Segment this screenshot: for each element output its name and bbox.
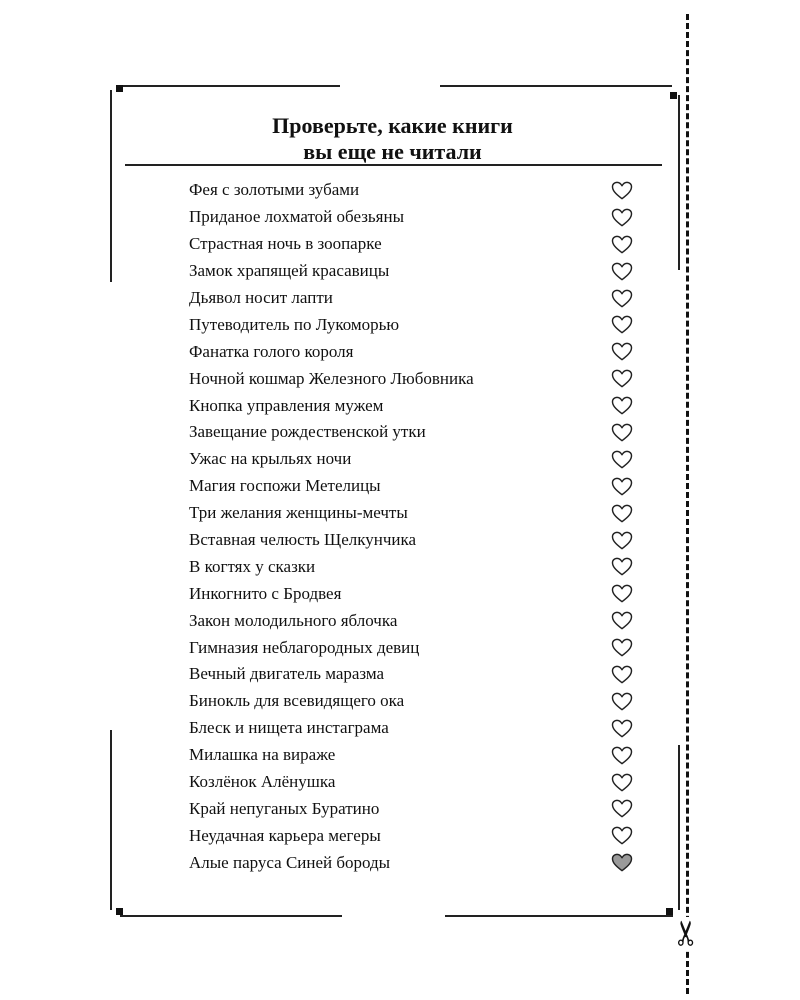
page-title-line-1: Проверьте, какие книги <box>272 113 513 138</box>
page-title-line-2: вы еще не читали <box>303 139 482 164</box>
book-title: Козлёнок Алёнушка <box>189 772 336 792</box>
heart-icon[interactable] <box>610 771 634 793</box>
list-item <box>189 634 634 661</box>
book-title: Путеводитель по Лукоморью <box>189 314 400 334</box>
list-item <box>189 473 634 500</box>
heart-icon[interactable] <box>610 717 634 739</box>
book-title: Дьявол носит лапти <box>189 288 333 307</box>
heart-icon[interactable] <box>610 744 634 766</box>
frame-corner-top-right <box>670 92 677 99</box>
list-item <box>189 311 634 338</box>
heart-icon[interactable] <box>610 825 634 847</box>
frame-left-top-line <box>110 90 112 282</box>
frame-corner-bottom-right <box>666 908 673 915</box>
list-item <box>189 661 634 688</box>
frame-corner-bottom-left <box>116 908 123 915</box>
heart-icon[interactable] <box>610 421 634 443</box>
heart-icon[interactable] <box>610 233 634 255</box>
heart-icon[interactable] <box>610 448 634 470</box>
heart-icon[interactable] <box>610 798 634 820</box>
book-title: Магия госпожи Метелицы <box>189 476 381 496</box>
scissors-icon: ✂ <box>669 918 706 948</box>
heart-icon[interactable] <box>610 179 634 201</box>
list-item <box>189 500 634 527</box>
frame-corner-top-left <box>116 85 123 92</box>
heart-icon[interactable] <box>610 610 634 632</box>
frame-bottom-right-line <box>445 915 673 917</box>
list-item <box>189 338 634 365</box>
list-item <box>189 688 634 715</box>
book-title: Ночной кошмар Железного Любовника <box>189 368 474 388</box>
heart-icon[interactable] <box>610 852 634 874</box>
cut-line <box>686 14 689 994</box>
book-title: Завещание рождественской утки <box>189 422 426 442</box>
heart-icon[interactable] <box>610 663 634 685</box>
heart-icon[interactable] <box>610 395 634 417</box>
book-title: Край непуганых Буратино <box>189 798 380 818</box>
list-item <box>189 527 634 554</box>
book-title: Алые паруса Синей бороды <box>189 852 391 872</box>
heart-icon[interactable] <box>610 502 634 524</box>
list-item <box>189 795 634 822</box>
list-item <box>189 580 634 607</box>
book-title: Гимназия неблагородных девиц <box>189 637 420 657</box>
list-item <box>189 715 634 742</box>
page-title <box>125 113 660 165</box>
frame-bottom-left-line <box>120 915 342 917</box>
book-title: Неудачная карьера мегеры <box>189 825 381 845</box>
heart-icon[interactable] <box>610 529 634 551</box>
list-item <box>189 285 634 312</box>
book-title: В когтях у сказки <box>189 556 316 576</box>
book-title: Ужас на крыльях ночи <box>189 449 352 469</box>
heart-icon[interactable] <box>610 314 634 336</box>
list-item <box>189 742 634 769</box>
book-title: Кнопка управления мужем <box>189 395 384 415</box>
list-item <box>189 446 634 473</box>
list-item <box>189 258 634 285</box>
book-title: Три желания женщины-мечты <box>189 503 408 523</box>
book-title: Страстная ночь в зоопарке <box>189 234 382 254</box>
heart-icon[interactable] <box>610 690 634 712</box>
list-item <box>189 849 634 876</box>
list-item <box>189 822 634 849</box>
list-item <box>189 419 634 446</box>
list-item <box>189 204 634 231</box>
book-title: Замок храпящей красавицы <box>189 261 390 281</box>
heart-icon[interactable] <box>610 475 634 497</box>
book-title: Бинокль для всевидящего ока <box>189 691 405 711</box>
book-title: Фея с золотыми зубами <box>189 180 360 200</box>
list-item <box>189 769 634 796</box>
frame-right-top-line <box>678 95 680 270</box>
heart-icon[interactable] <box>610 287 634 309</box>
book-title: Милашка на вираже <box>189 745 336 765</box>
list-item <box>189 392 634 419</box>
list-item <box>189 365 634 392</box>
heart-icon[interactable] <box>610 583 634 605</box>
heart-icon[interactable] <box>610 556 634 578</box>
heart-icon[interactable] <box>610 206 634 228</box>
heart-icon[interactable] <box>610 637 634 659</box>
list-item <box>189 231 634 258</box>
heart-icon[interactable] <box>610 260 634 282</box>
heart-icon[interactable] <box>610 341 634 363</box>
list-item <box>189 553 634 580</box>
book-title: Вставная челюсть Щелкунчика <box>189 530 417 550</box>
frame-right-bottom-line <box>678 745 680 910</box>
frame-top-left-line <box>120 85 340 87</box>
list-item <box>189 177 634 204</box>
title-divider <box>125 164 662 166</box>
book-title: Закон молодильного яблочка <box>189 610 398 630</box>
frame-top-right-line <box>440 85 672 87</box>
book-title: Приданое лохматой обезьяны <box>189 207 405 227</box>
frame-left-bottom-line <box>110 730 112 910</box>
book-title: Фанатка голого короля <box>189 341 354 361</box>
book-title: Вечный двигатель маразма <box>189 664 385 684</box>
list-item <box>189 607 634 634</box>
book-title: Блеск и нищета инстаграма <box>189 718 389 738</box>
book-checklist <box>189 177 634 876</box>
book-title: Инкогнито с Бродвея <box>189 583 342 603</box>
heart-icon[interactable] <box>610 368 634 390</box>
